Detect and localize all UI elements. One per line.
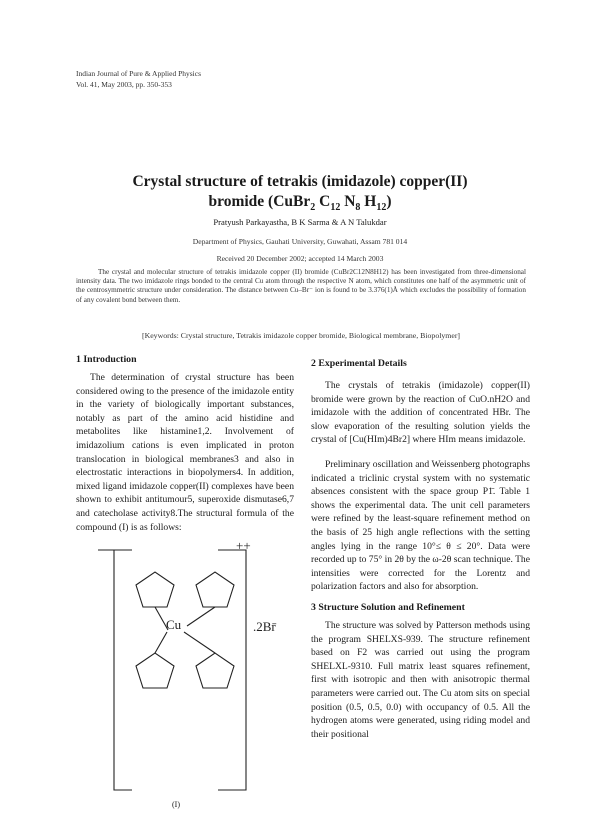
section-heading-introduction: 1 Introduction (76, 354, 137, 365)
structural-formula (76, 528, 301, 808)
experimental-text (311, 379, 530, 447)
introduction-text (76, 371, 294, 534)
paragraph: The structure was solved by Patterson methods using the program SHELXS-939. The structure refinement based on F2 was carried out using the program SHELXL-9310. Full matrix least squares refinement, first with isotropic and then with anisotropic thermal parameters were carried out. The Cu atom sits on special position (0.5, 0.5, 0.0) with occupancy of 0.5. All the hydrogen atoms were generated, using riding model and their positional (311, 620, 530, 740)
title-part: bromide (CuBr (208, 193, 311, 210)
formula-subscript: 12 (376, 202, 387, 214)
formula-subscript: 2 (310, 202, 316, 214)
structure-caption: (I) (172, 800, 180, 809)
title-line-1: Crystal structure of tetrakis (imidazole) copper(II) (132, 173, 468, 190)
authors: Pratyush Parkayastha, B K Sarma & A N Talukdar (213, 217, 387, 227)
formula-subscript: 12 (330, 202, 341, 214)
title-part: H (360, 193, 377, 210)
section-heading-solution: 3 Structure Solution and Refinement (311, 602, 465, 613)
abstract: The crystal and molecular structure of tetrakis imidazole copper (II) bromide (CuBr2C12N8H12) has been investigated from three-dimensional intensity data. The two imidazole rings bonded to the central Cu atom through the respective N atom, which constitutes one half of the asymmetric unit of the centrosymmetric structure under consideration. The distance between Cu–Br⁻ ion is found to be 3.376(1)Å which excludes the possibility of formation of any covalent bond between them. (76, 268, 526, 304)
journal-volume: Vol. 41, May 2003, pp. 350-353 (76, 80, 172, 89)
center-atom: Cu (166, 617, 182, 632)
title-line-2 (0, 192, 600, 218)
experimental-text-2 (311, 458, 530, 594)
title-part: N (340, 193, 356, 210)
journal-name: Indian Journal of Pure & Applied Physics (76, 69, 201, 78)
section-heading-experimental: 2 Experimental Details (311, 358, 407, 369)
journal-citation (76, 68, 201, 90)
paragraph: The crystals of tetrakis (imidazole) copper(II) bromide were grown by the reaction of CuO.nH2O and imidazole with the addition of concentrated HBr. The slow evaporation of the resulting solution yields the crystal of [Cu(HIm)4Br2] where HIm means imidazole. (311, 380, 530, 446)
solution-text (311, 619, 530, 741)
counter-ion: .2Br̄ (253, 619, 276, 634)
keywords: [Keywords: Crystal structure, Tetrakis imidazole copper bromide, Biological membrane, Biopolymer] (141, 331, 461, 340)
formula-subscript: 8 (355, 202, 361, 214)
paper-title (0, 172, 600, 218)
title-part: C (315, 193, 331, 210)
paragraph: Preliminary oscillation and Weissenberg photographs indicated a triclinic crystal system with no systematic absences consistent with the space group P1̄. Table 1 shows the experimental data. The unit cell parameters were refined by the least-square refinement method on the basis of 25 high angle reflections with the setting angles lying in the range 10°≤ θ ≤ 20°. Data were recorded up to 75° in 2θ by the ω-2θ scan technique. The intensities were corrected for the Lorentz and polarization factors and also for absorption. (311, 459, 530, 593)
paragraph: The determination of crystal structure has been considered owing to the presence of the imidazole entity in the variety of biologically important substances, notably as part of the amino acid histidine and metabolites like histamine1,2. Involvement of imidazolium cations is even implicated in proton translocation in biological membranes3 and also in electrostatic interactions in biopolymers4. In addition, mixed ligand imidazole copper(II) complexes have been shown to exhibit antitumour5, superoxide dismutase6,7 and catecholase activity8.The structural formula of the compound (I) is as follows: (76, 372, 294, 533)
title-part: ) (386, 193, 392, 210)
affiliation: Department of Physics, Gauhati University, Guwahati, Assam 781 014 (192, 237, 408, 246)
received-date: Received 20 December 2002; accepted 14 March 2003 (216, 254, 384, 263)
charge-label: ++ (236, 538, 251, 553)
